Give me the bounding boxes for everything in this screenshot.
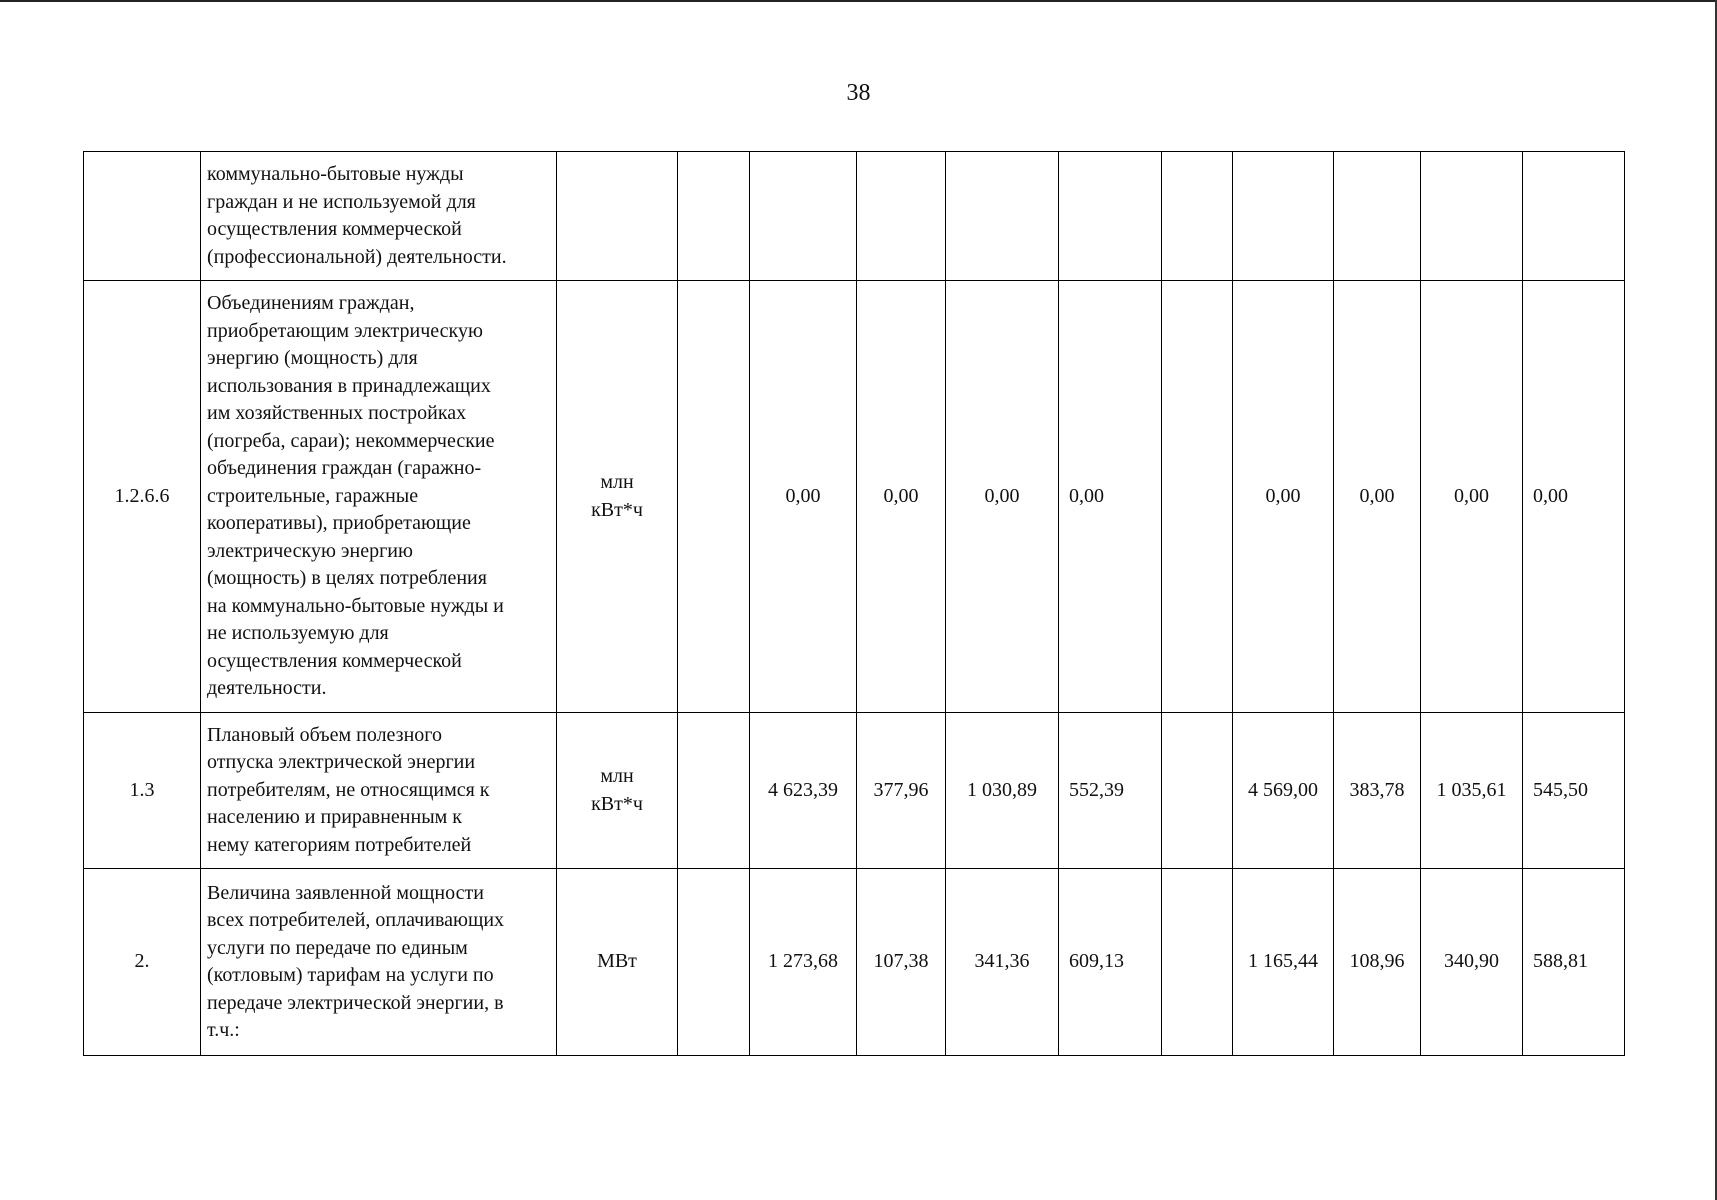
- description-line: на коммунально-бытовые нужды и: [207, 594, 504, 617]
- value-cell: 383,78: [1334, 713, 1421, 869]
- description-line: Величина заявленной мощности: [207, 881, 484, 904]
- value-cell: 609,13: [1059, 869, 1162, 1056]
- value-cell: [1162, 152, 1233, 281]
- value-cell: [1059, 152, 1162, 281]
- scan-border-top: [0, 0, 1717, 2]
- description-line: отпуска электрической энергии: [207, 751, 476, 774]
- value-cell: [678, 713, 750, 869]
- description-line: энергию (мощность) для: [207, 347, 418, 370]
- value-cell: 552,39: [1059, 713, 1162, 869]
- value-cell: 1 273,68: [750, 869, 857, 1056]
- unit-line: млн: [600, 765, 634, 787]
- value-cell: 4 569,00: [1233, 713, 1334, 869]
- value-cell: [1233, 152, 1334, 281]
- description-line: населению и приравненным к: [207, 806, 463, 829]
- value-cell: 377,96: [857, 713, 946, 869]
- table-row: [84, 869, 1625, 1056]
- value-cell: 340,90: [1421, 869, 1523, 1056]
- value-cell: 0,00: [750, 281, 857, 713]
- table-row: [84, 152, 1625, 281]
- description-line: осуществления коммерческой: [207, 649, 462, 672]
- value-cell: 588,81: [1523, 869, 1625, 1056]
- unit-line: млн: [600, 471, 634, 493]
- unit-line: кВт*ч: [591, 792, 643, 815]
- value-cell: [946, 152, 1059, 281]
- table-row: [84, 713, 1625, 869]
- unit-cell: [557, 281, 678, 713]
- unit-cell: [557, 713, 678, 869]
- description-line: Объединениям граждан,: [207, 292, 415, 315]
- value-cell: 0,00: [1334, 281, 1421, 713]
- value-cell: [1334, 152, 1421, 281]
- value-cell: [678, 869, 750, 1056]
- description-line: (погреба, сараи); некоммерческие: [207, 429, 495, 452]
- row-number-cell: 2.: [84, 869, 201, 1056]
- unit-cell: [557, 152, 678, 281]
- description-line: всех потребителей, оплачивающих: [207, 909, 505, 931]
- value-cell: 107,38: [857, 869, 946, 1056]
- data-table: [83, 151, 1625, 1056]
- value-cell: 0,00: [1421, 281, 1523, 713]
- row-number-cell: 1.3: [84, 713, 201, 869]
- value-cell: [857, 152, 946, 281]
- value-cell: [1523, 152, 1625, 281]
- value-cell: [1421, 152, 1523, 281]
- unit-line: МВт: [597, 950, 637, 973]
- description-line: использования в принадлежащих: [207, 374, 491, 397]
- description-cell: [201, 869, 557, 1056]
- description-line: кооперативы), приобретающие: [207, 512, 471, 535]
- value-cell: [1162, 869, 1233, 1056]
- value-cell: 341,36: [946, 869, 1059, 1056]
- description-cell: [201, 281, 557, 713]
- value-cell: 0,00: [1059, 281, 1162, 713]
- description-line: передаче электрической энергии, в: [207, 991, 504, 1014]
- description-line: (мощность) в целях потребления: [207, 567, 487, 590]
- value-cell: [1162, 281, 1233, 713]
- description-line: строительные, гаражные: [207, 484, 419, 507]
- table-row: [84, 281, 1625, 713]
- unit-line: кВт*ч: [591, 498, 643, 521]
- value-cell: 1 035,61: [1421, 713, 1523, 869]
- value-cell: [678, 281, 750, 713]
- description-line: граждан и не используемой для: [207, 190, 476, 213]
- description-line: (котловым) тарифам на услуги по: [207, 964, 494, 986]
- value-cell: [678, 152, 750, 281]
- unit-cell: [557, 869, 678, 1056]
- description-line: им хозяйственных постройках: [207, 402, 467, 425]
- value-cell: [1162, 713, 1233, 869]
- description-line: осуществления коммерческой: [207, 218, 462, 240]
- value-cell: 1 165,44: [1233, 869, 1334, 1056]
- value-cell: 0,00: [946, 281, 1059, 713]
- description-line: коммунально-бытовые нужды: [207, 163, 464, 185]
- value-cell: 545,50: [1523, 713, 1625, 869]
- description-cell: [201, 152, 557, 281]
- value-cell: 4 623,39: [750, 713, 857, 869]
- row-number-cell: [84, 152, 201, 281]
- value-cell: [750, 152, 857, 281]
- description-line: Плановый объем полезного: [207, 723, 442, 746]
- description-line: потребителям, не относящимся к: [207, 778, 490, 801]
- row-number-cell: 1.2.6.6: [84, 281, 201, 713]
- description-line: объединения граждан (гаражно-: [207, 457, 482, 480]
- page-number: 38: [846, 80, 871, 106]
- description-line: (профессиональной) деятельности.: [207, 245, 507, 268]
- value-cell: 108,96: [1334, 869, 1421, 1056]
- description-line: т.ч.:: [207, 1019, 240, 1041]
- description-cell: [201, 713, 557, 869]
- description-line: не используемую для: [207, 622, 389, 645]
- description-line: услуги по передаче по единым: [207, 936, 468, 959]
- description-line: деятельности.: [207, 677, 327, 700]
- value-cell: 0,00: [1233, 281, 1334, 713]
- description-line: приобретающим электрическую: [207, 319, 483, 342]
- description-line: электрическую энергию: [207, 539, 413, 562]
- description-line: нему категориям потребителей: [207, 833, 472, 856]
- value-cell: 0,00: [857, 281, 946, 713]
- value-cell: 0,00: [1523, 281, 1625, 713]
- value-cell: 1 030,89: [946, 713, 1059, 869]
